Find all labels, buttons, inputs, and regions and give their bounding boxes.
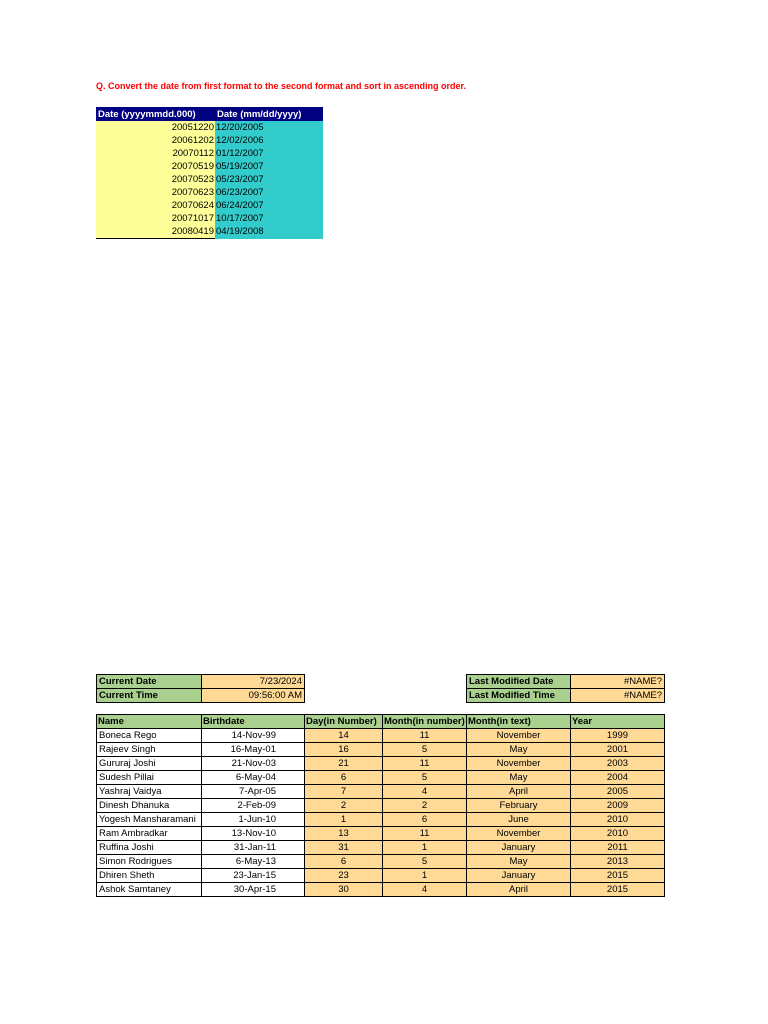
column-header-month-number[interactable]: Month(in number)	[384, 716, 465, 727]
table-row	[97, 855, 665, 869]
month-number-cell[interactable]: 2	[383, 799, 467, 813]
month-text-cell[interactable]: November	[467, 757, 571, 771]
month-text-cell[interactable]: November	[467, 827, 571, 841]
day-cell[interactable]: 16	[305, 743, 383, 757]
month-number-cell[interactable]: 5	[383, 743, 467, 757]
day-cell[interactable]: 1	[305, 813, 383, 827]
table-row	[96, 121, 323, 134]
year-cell[interactable]: 2010	[571, 813, 665, 827]
year-cell[interactable]: 2003	[571, 757, 665, 771]
year-cell[interactable]: 2010	[571, 827, 665, 841]
year-cell[interactable]: 1999	[571, 729, 665, 743]
year-cell[interactable]: 2009	[571, 799, 665, 813]
month-number-cell[interactable]: 11	[383, 827, 467, 841]
day-cell[interactable]: 6	[305, 855, 383, 869]
name-cell[interactable]: Ashok Samtaney	[97, 883, 202, 897]
month-text-cell[interactable]: May	[467, 771, 571, 785]
birthdate-cell[interactable]: 23-Jan-15	[202, 869, 305, 883]
name-cell[interactable]: Dinesh Dhanuka	[97, 799, 202, 813]
formatted-date-cell[interactable]: 04/19/2008	[215, 225, 323, 239]
name-cell[interactable]: Ram Ambradkar	[97, 827, 202, 841]
name-cell[interactable]: Gururaj Joshi	[97, 757, 202, 771]
table-row	[96, 147, 323, 160]
last-modified-time-label[interactable]: Last Modified Time	[467, 689, 571, 703]
table-row	[96, 186, 323, 199]
formatted-date-cell[interactable]: 12/02/2006	[215, 134, 323, 147]
column-header-formatted-date[interactable]: Date (mm/dd/yyyy)	[215, 107, 323, 121]
birthdate-cell[interactable]: 31-Jan-11	[202, 841, 305, 855]
formatted-date-cell[interactable]: 06/23/2007	[215, 186, 323, 199]
last-modified-table	[466, 674, 665, 703]
month-number-cell[interactable]: 6	[383, 813, 467, 827]
current-time-value[interactable]: 09:56:00 AM	[202, 689, 305, 703]
formatted-date-cell[interactable]: 01/12/2007	[215, 147, 323, 160]
table-header-row	[96, 107, 323, 121]
month-text-cell[interactable]: May	[467, 743, 571, 757]
current-date-value[interactable]: 7/23/2024	[202, 675, 305, 689]
table-row	[97, 771, 665, 785]
last-modified-date-value[interactable]: #NAME?	[571, 675, 665, 689]
table-row	[97, 827, 665, 841]
table-row	[97, 883, 665, 897]
birthdate-cell[interactable]: 2-Feb-09	[202, 799, 305, 813]
formatted-date-cell[interactable]: 05/23/2007	[215, 173, 323, 186]
date-conversion-table	[96, 107, 323, 239]
month-number-cell[interactable]: 5	[383, 771, 467, 785]
month-number-cell[interactable]: 1	[383, 841, 467, 855]
table-row	[96, 199, 323, 212]
year-cell[interactable]: 2001	[571, 743, 665, 757]
raw-date-cell[interactable]: 20070519	[96, 160, 215, 173]
month-number-cell[interactable]: 1	[383, 869, 467, 883]
table-row	[96, 160, 323, 173]
raw-date-cell[interactable]: 20070523	[96, 173, 215, 186]
name-cell[interactable]: Yogesh Mansharamani	[97, 813, 202, 827]
birthdate-cell[interactable]: 7-Apr-05	[202, 785, 305, 799]
raw-date-cell[interactable]: 20051220	[96, 121, 215, 134]
day-cell[interactable]: 21	[305, 757, 383, 771]
table-row	[97, 729, 665, 743]
month-text-cell[interactable]: November	[467, 729, 571, 743]
day-cell[interactable]: 2	[305, 799, 383, 813]
table-row	[97, 869, 665, 883]
month-number-cell[interactable]: 5	[383, 855, 467, 869]
month-number-cell[interactable]: 11	[383, 757, 467, 771]
raw-date-cell[interactable]: 20061202	[96, 134, 215, 147]
month-number-cell[interactable]: 4	[383, 883, 467, 897]
month-text-cell[interactable]: May	[467, 855, 571, 869]
table-row	[97, 841, 665, 855]
formatted-date-cell[interactable]: 05/19/2007	[215, 160, 323, 173]
last-modified-time-value[interactable]: #NAME?	[571, 689, 665, 703]
day-cell[interactable]: 7	[305, 785, 383, 799]
birthdate-cell[interactable]: 6-May-04	[202, 771, 305, 785]
birthdate-cell[interactable]: 16-May-01	[202, 743, 305, 757]
question-text: Q. Convert the date from first format to the second format and sort in ascending order.	[96, 81, 467, 91]
month-number-cell[interactable]: 4	[383, 785, 467, 799]
name-cell[interactable]: Yashraj Vaidya	[97, 785, 202, 799]
column-header-month-text[interactable]: Month(in text)	[467, 715, 571, 729]
month-text-cell[interactable]: April	[467, 785, 571, 799]
formatted-date-cell[interactable]: 12/20/2005	[215, 121, 323, 134]
day-cell[interactable]: 6	[305, 771, 383, 785]
birthdate-cell[interactable]: 21-Nov-03	[202, 757, 305, 771]
month-text-cell[interactable]: February	[467, 799, 571, 813]
current-datetime-table	[96, 674, 305, 703]
formatted-date-cell[interactable]: 10/17/2007	[215, 212, 323, 225]
day-cell[interactable]: 23	[305, 869, 383, 883]
year-cell[interactable]: 2011	[571, 841, 665, 855]
table-row	[96, 134, 323, 147]
name-cell[interactable]: Ruffina Joshi	[97, 841, 202, 855]
table-row	[96, 225, 323, 239]
column-header-year[interactable]: Year	[571, 715, 665, 729]
year-cell[interactable]: 2013	[571, 855, 665, 869]
name-cell[interactable]: Dhiren Sheth	[97, 869, 202, 883]
name-cell[interactable]: Sudesh Pillai	[97, 771, 202, 785]
name-cell[interactable]: Boneca Rego	[97, 729, 202, 743]
table-row	[97, 757, 665, 771]
birthdate-cell[interactable]: 1-Jun-10	[202, 813, 305, 827]
month-text-cell[interactable]: June	[467, 813, 571, 827]
year-cell[interactable]: 2015	[571, 869, 665, 883]
formatted-date-cell[interactable]: 06/24/2007	[215, 199, 323, 212]
table-row	[96, 212, 323, 225]
day-cell[interactable]: 13	[305, 827, 383, 841]
column-header-raw-date[interactable]: Date (yyyymmdd.000)	[96, 107, 215, 121]
current-time-label[interactable]: Current Time	[97, 689, 202, 703]
table-row	[97, 813, 665, 827]
day-cell[interactable]: 31	[305, 841, 383, 855]
year-cell[interactable]: 2005	[571, 785, 665, 799]
raw-date-cell[interactable]: 20070112	[96, 147, 215, 160]
table-row	[97, 743, 665, 757]
name-cell[interactable]: Rajeev Singh	[97, 743, 202, 757]
last-modified-date-label[interactable]: Last Modified Date	[467, 675, 571, 689]
year-cell[interactable]: 2015	[571, 883, 665, 897]
table-row	[96, 173, 323, 186]
month-text-cell[interactable]: January	[467, 869, 571, 883]
birthdate-cell[interactable]: 14-Nov-99	[202, 729, 305, 743]
month-text-cell[interactable]: January	[467, 841, 571, 855]
column-header-birthdate[interactable]: Birthdate	[202, 715, 305, 729]
column-header-day[interactable]: Day(in Number)	[305, 715, 383, 729]
table-header-row	[97, 715, 665, 729]
day-cell[interactable]: 14	[305, 729, 383, 743]
column-header-name[interactable]: Name	[97, 715, 202, 729]
name-cell[interactable]: Simon Rodrigues	[97, 855, 202, 869]
raw-date-cell[interactable]: 20070623	[96, 186, 215, 199]
month-text-cell[interactable]: April	[467, 883, 571, 897]
raw-date-cell[interactable]: 20071017	[96, 212, 215, 225]
month-number-cell[interactable]: 11	[383, 729, 467, 743]
birthdate-cell[interactable]: 6-May-13	[202, 855, 305, 869]
year-cell[interactable]: 2004	[571, 771, 665, 785]
birthdate-cell[interactable]: 13-Nov-10	[202, 827, 305, 841]
birthdate-cell[interactable]: 30-Apr-15	[202, 883, 305, 897]
day-cell[interactable]: 30	[305, 883, 383, 897]
raw-date-cell[interactable]: 20080419	[96, 225, 215, 239]
birthdate-table	[96, 714, 665, 897]
table-row	[97, 799, 665, 813]
raw-date-cell[interactable]: 20070624	[96, 199, 215, 212]
table-row	[97, 785, 665, 799]
current-date-label[interactable]: Current Date	[97, 675, 202, 689]
